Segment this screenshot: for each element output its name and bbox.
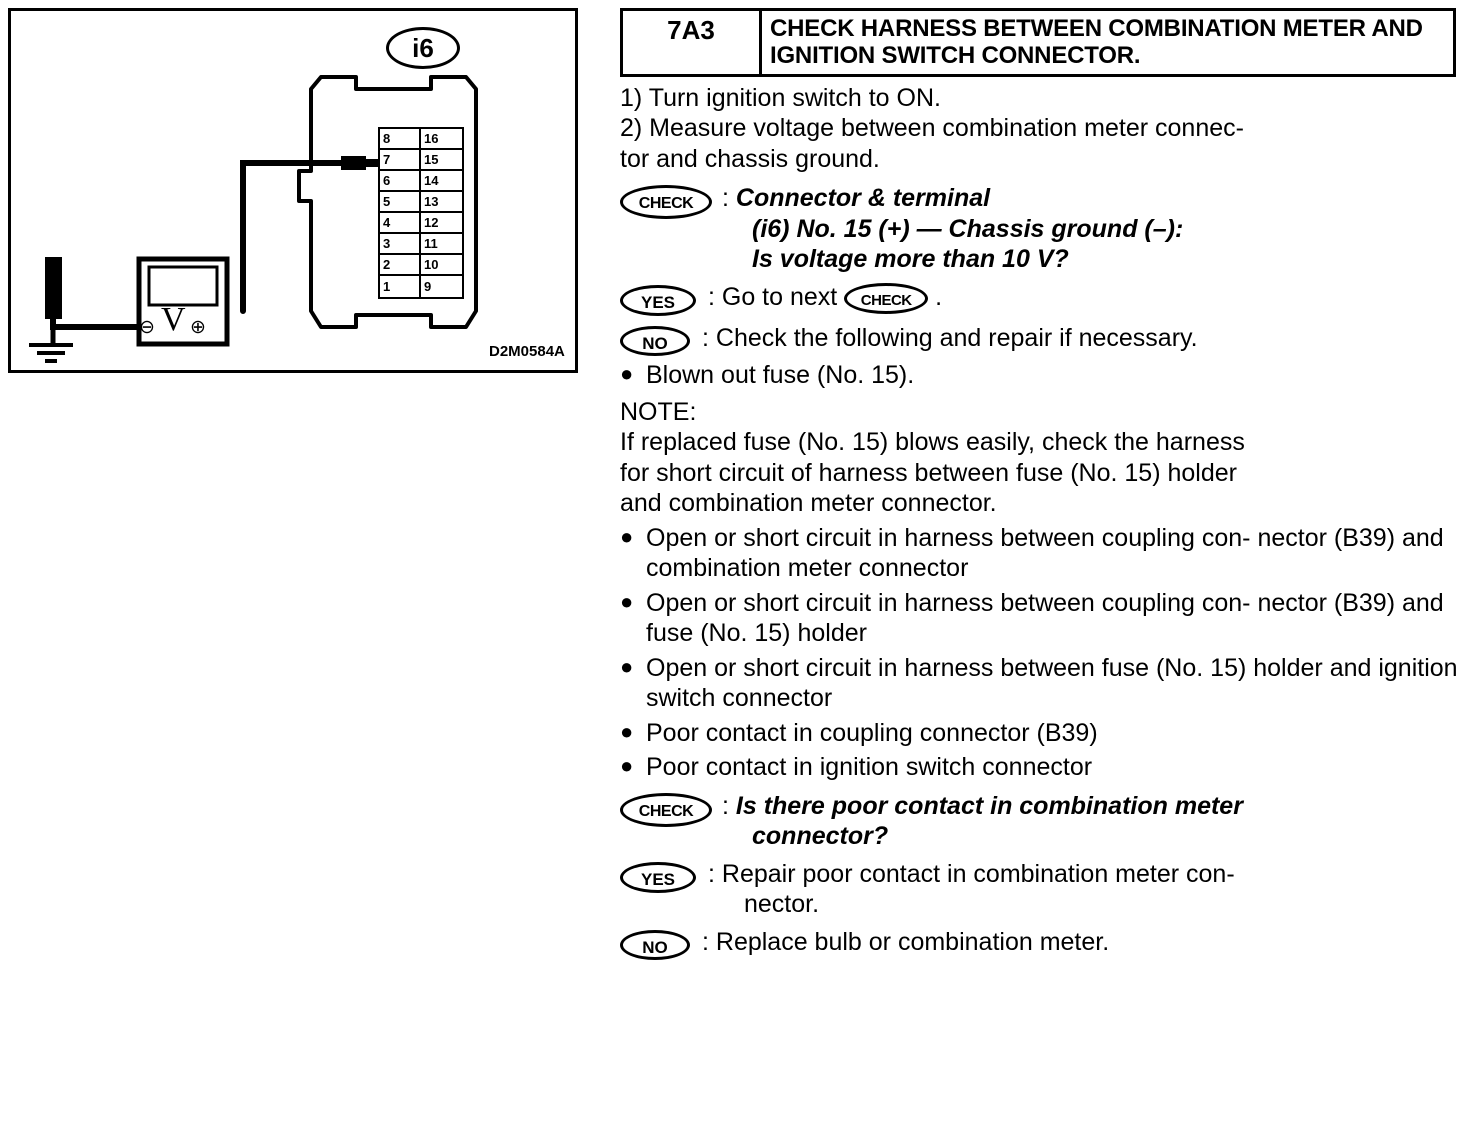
check-block-poor-contact xyxy=(620,791,1460,852)
terminal-row xyxy=(380,171,462,192)
no-pill-wrap-1 xyxy=(620,323,690,356)
no-badge: NO xyxy=(620,326,690,356)
yes-text-post: . xyxy=(935,282,943,311)
step-id-cell: 7A3 xyxy=(622,10,761,76)
yes-text-2-line-1: : Repair poor contact in combination meter con- xyxy=(708,859,1235,888)
check2-colon: : xyxy=(722,791,729,820)
bullet-line-2: holder and ignition switch connector xyxy=(646,653,1458,713)
list-item xyxy=(620,523,1460,584)
figure-code: D2M0584A xyxy=(489,343,565,360)
step-1-line: 1) Turn ignition switch to ON. xyxy=(620,83,941,112)
yes-row-2 xyxy=(620,859,1460,920)
bullet-text xyxy=(646,653,1460,714)
yes-badge: YES xyxy=(620,285,696,316)
check2-line-2: connector? xyxy=(752,822,889,851)
terminal-grid xyxy=(378,127,464,299)
terminal-cell: 15 xyxy=(421,150,462,171)
check-badge: CHECK xyxy=(620,793,712,827)
note-line-3: and combination meter connector. xyxy=(620,489,997,518)
yes-row-1 xyxy=(620,282,1460,316)
check-colon: : xyxy=(722,184,729,213)
yes-text-pre: : Go to next xyxy=(708,282,838,311)
check-line-3: Is voltage more than 10 V? xyxy=(752,245,1069,274)
bullet-text: Poor contact in ignition switch connector xyxy=(646,753,1093,782)
no-row-1 xyxy=(620,323,1460,356)
terminal-cell: 5 xyxy=(380,192,421,213)
bullet-dot-icon: ● xyxy=(620,653,634,679)
note-label: NOTE: xyxy=(620,398,697,427)
check2-line-1 xyxy=(722,791,1243,822)
bullet-line-2: nector (B39) and combination meter connector xyxy=(646,523,1444,583)
terminal-cell: 11 xyxy=(421,234,462,255)
terminal-cell: 16 xyxy=(421,129,462,150)
terminal-cell: 9 xyxy=(424,279,432,294)
connector-id-label: i6 xyxy=(412,32,434,63)
list-item xyxy=(620,752,1460,783)
bullet-text xyxy=(646,588,1460,649)
list-item xyxy=(620,360,1460,391)
meter-positive-terminal: ⊕ xyxy=(190,317,206,338)
procedure-content xyxy=(620,8,1460,960)
terminal-cell: 13 xyxy=(421,192,462,213)
no-badge: NO xyxy=(620,930,690,960)
terminal-row xyxy=(380,150,462,171)
note-line-2: for short circuit of harness between fuse (No. 15) holder xyxy=(620,458,1237,487)
note-line-1: If replaced fuse (No. 15) blows easily, check the harness xyxy=(620,428,1245,457)
list-item xyxy=(620,588,1460,649)
bullet-dot-icon: ● xyxy=(620,523,634,549)
yes-text-2-line-2: nector. xyxy=(744,890,820,919)
probe-lead-wire xyxy=(243,163,341,311)
step-title-cell: CHECK HARNESS BETWEEN COMBINATION METER AND IGNITION SWITCH CONNECTOR. xyxy=(761,10,1455,76)
terminal-row xyxy=(380,192,462,213)
check-line-2: (i6) No. 15 (+) — Chassis ground (–): xyxy=(752,214,1184,243)
check-block-voltage xyxy=(620,183,1460,275)
terminal-cell: 1 xyxy=(380,276,421,297)
terminal-cell: 2 xyxy=(380,255,421,276)
check-body-poor-contact xyxy=(722,791,1243,852)
yes-badge: YES xyxy=(620,862,696,893)
bullet-dot-icon: ● xyxy=(620,718,634,744)
yes-text-2 xyxy=(708,859,1235,920)
terminal-cell: 14 xyxy=(421,171,462,192)
bullet-line-1: Open or short circuit in harness between fuse (No. 15) xyxy=(646,653,1247,682)
check-body-voltage xyxy=(722,183,1183,275)
ground-probe xyxy=(45,257,62,319)
yes-pill-wrap-1 xyxy=(620,282,696,316)
terminal-cell: 12 xyxy=(421,213,462,234)
bullet-text: Poor contact in coupling connector (B39) xyxy=(646,718,1098,747)
no-row-2 xyxy=(620,927,1460,960)
table-row xyxy=(622,10,1455,76)
connector-id-badge xyxy=(386,27,460,69)
no-text-1: : Check the following and repair if necessary. xyxy=(702,323,1198,352)
step-header-table xyxy=(620,8,1456,77)
terminal-cell: 8 xyxy=(380,129,421,150)
ground-lead-wire xyxy=(53,261,139,327)
inline-check-badge: CHECK xyxy=(844,283,928,314)
chassis-ground-symbol xyxy=(29,345,73,361)
bullet-dot-icon: ● xyxy=(620,360,634,386)
terminal-row xyxy=(380,234,462,255)
terminal-row xyxy=(380,255,462,276)
bullet-line-2: nector (B39) and fuse (No. 15) holder xyxy=(646,588,1444,648)
check-pill-wrap xyxy=(620,183,712,219)
step-2-continuation: tor and chassis ground. xyxy=(620,145,880,174)
bullet-line-1: Open or short circuit in harness between coupling con- xyxy=(646,523,1251,552)
bullet-text: Blown out fuse (No. 15). xyxy=(646,360,915,389)
bullet-dot-icon: ● xyxy=(620,753,634,779)
figure-panel xyxy=(8,8,578,373)
check-pill-wrap-2 xyxy=(620,791,712,827)
meter-negative-terminal: ⊖ xyxy=(139,317,155,338)
check2-text-1: Is there poor contact in combination meter xyxy=(735,791,1243,820)
terminal-cell: 6 xyxy=(380,171,421,192)
check-badge: CHECK xyxy=(620,185,712,219)
step-2-line: 2) Measure voltage between combination meter connec- xyxy=(620,114,1244,143)
bullet-text xyxy=(646,523,1460,584)
terminal-cell: 7 xyxy=(380,150,421,171)
voltmeter-symbol: V xyxy=(161,301,186,338)
voltmeter-display xyxy=(149,267,217,305)
check-text-1: Connector & terminal xyxy=(735,184,991,213)
no-pill-wrap-2 xyxy=(620,927,690,960)
terminal-cell: 4 xyxy=(380,213,421,234)
probe-tip xyxy=(341,156,366,170)
bullet-dot-icon: ● xyxy=(620,588,634,614)
yes-text-1 xyxy=(708,282,942,314)
terminal-cell: 3 xyxy=(380,234,421,255)
terminal-row xyxy=(380,213,462,234)
bullet-line-1: Open or short circuit in harness between coupling con- xyxy=(646,588,1251,617)
yes-pill-wrap-2 xyxy=(620,859,696,893)
list-item xyxy=(620,653,1460,714)
terminal-row xyxy=(380,276,462,297)
terminal-row xyxy=(380,129,462,150)
check-line-1 xyxy=(722,183,1183,214)
no-text-2: : Replace bulb or combination meter. xyxy=(702,927,1110,956)
terminal-cell: 10 xyxy=(421,255,462,276)
list-item xyxy=(620,718,1460,749)
measurement-diagram xyxy=(11,11,575,370)
